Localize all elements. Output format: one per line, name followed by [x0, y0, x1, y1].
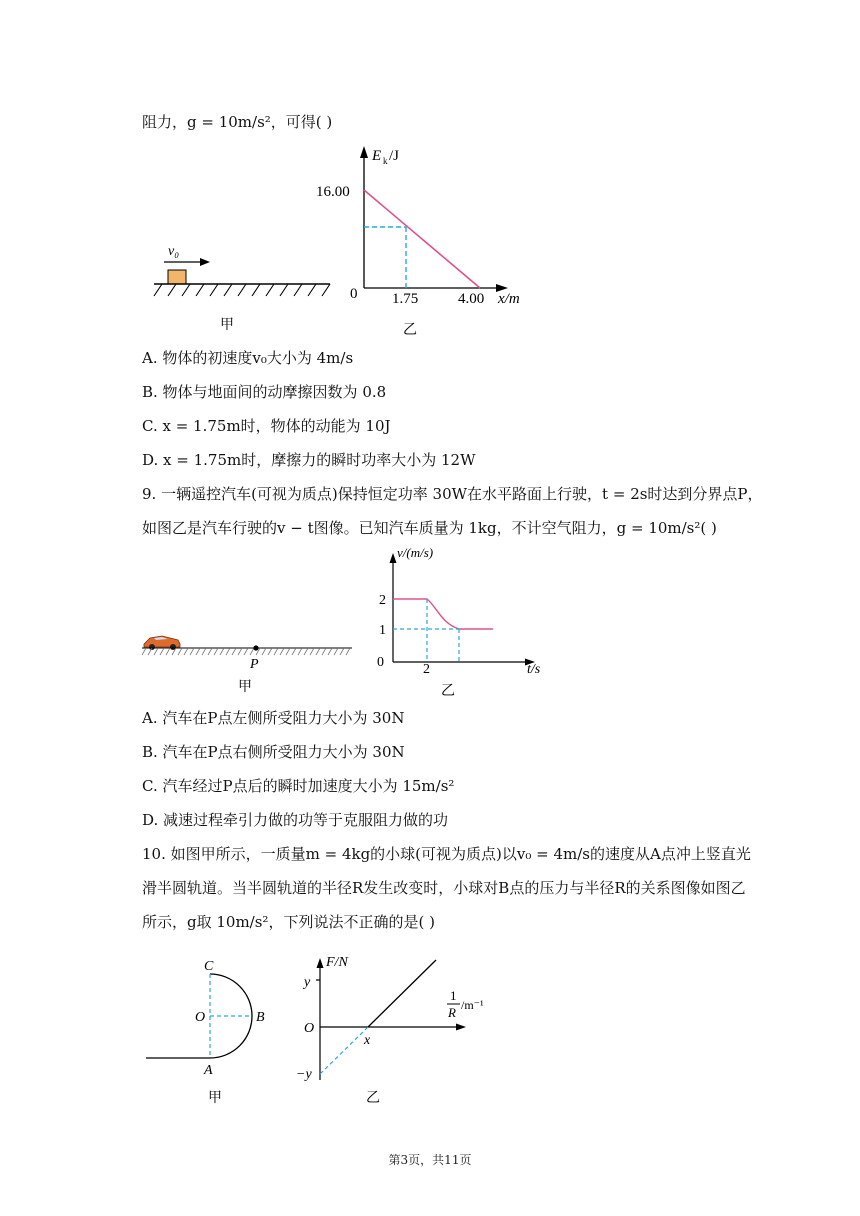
block: [168, 270, 186, 284]
label-a: A: [204, 1063, 213, 1078]
label-b: B: [256, 1010, 265, 1025]
f-axis-label: F/N: [326, 955, 348, 970]
v-tick-2: 2: [379, 593, 386, 608]
tick-x: x: [364, 1033, 371, 1048]
q9-stem-line2: 如图乙是汽车行驶的v − t图像。已知汽车质量为 1kg，不计空气阻力，g = 10m/s²( ): [142, 519, 717, 537]
v-t-curve: [393, 599, 493, 629]
q9-figure-yi: [365, 545, 555, 700]
x-axis-label: x/m: [498, 291, 520, 307]
x-tick-400: 4.00: [458, 291, 485, 307]
label-o: O: [195, 1010, 206, 1025]
q9-option-a: A. 汽车在P点左侧所受阻力大小为 30N: [142, 709, 405, 727]
q9-figure-jia: [140, 630, 360, 700]
intro-line: 阻力，g = 10m/s²，可得( ): [142, 113, 333, 131]
q9-jia-caption: 甲: [238, 680, 252, 695]
q8-jia-caption: 甲: [220, 318, 234, 333]
q8-yi-caption: 乙: [403, 323, 417, 338]
ek-label-main: E: [372, 148, 382, 164]
label-c: C: [204, 959, 214, 974]
point-p: [253, 645, 258, 650]
q10-stem-line3: 所示，g取 10m/s²，下列说法不正确的是( ): [142, 913, 435, 931]
origin-0: 0: [377, 655, 384, 670]
x-axis-num: 1: [450, 988, 457, 1003]
q8-option-b: B. 物体与地面间的动摩擦因数为 0.8: [142, 383, 387, 401]
t-tick-2: 2: [423, 662, 430, 677]
point-p-label: P: [250, 657, 259, 672]
y-tick-16: 16.00: [316, 184, 350, 200]
ek-line: [364, 190, 480, 288]
q8-option-d: D. x = 1.75m时，摩擦力的瞬时功率大小为 12W: [142, 451, 476, 469]
ek-label-unit: /J: [389, 148, 400, 164]
f-line: [368, 960, 436, 1027]
q8-option-a: A. 物体的初速度v₀大小为 4m/s: [142, 349, 354, 367]
ek-label-sub: k: [383, 156, 388, 166]
q10-figure-jia: [140, 950, 280, 1110]
q10-stem-line2: 滑半圆轨道。当半圆轨道的半径R发生改变时，小球对B点的压力与半径R的关系图像如图乙: [142, 879, 746, 897]
q8-option-c: C. x = 1.75m时，物体的动能为 10J: [142, 417, 391, 435]
q9-option-b: B. 汽车在P点右侧所受阻力大小为 30N: [142, 743, 405, 761]
t-axis-label: t/s: [527, 662, 541, 677]
q9-option-d: D. 减速过程牵引力做的功等于克服阻力做的功: [142, 811, 449, 829]
origin-0: 0: [350, 286, 358, 302]
x-tick-175: 1.75: [392, 291, 419, 307]
q9-option-c: C. 汽车经过P点后的瞬时加速度大小为 15m/s²: [142, 777, 455, 795]
tick-y: y: [304, 975, 311, 990]
tick-neg-y: −y: [296, 1067, 312, 1082]
q10-yi-caption: 乙: [366, 1091, 380, 1106]
v-tick-1: 1: [379, 623, 386, 638]
page-footer: 第3页，共11页: [388, 1153, 472, 1167]
x-axis-den: R: [448, 1005, 456, 1020]
origin-o: O: [304, 1021, 315, 1036]
q9-yi-caption: 乙: [441, 684, 455, 699]
x-axis-unit: /m⁻¹: [461, 998, 484, 1012]
q10-figure-yi: [290, 950, 510, 1110]
q8-figure-yi: [310, 140, 540, 340]
v0-label: v₀: [168, 244, 180, 259]
q9-stem-line1: 9. 一辆遥控汽车(可视为质点)保持恒定功率 30W在水平路面上行驶，t = 2s时达到分界点P，: [142, 485, 763, 503]
v-axis-label: v/(m/s): [397, 545, 434, 560]
q10-jia-caption: 甲: [208, 1091, 222, 1106]
q10-stem-line1: 10. 如图甲所示，一质量m = 4kg的小球(可视为质点)以v₀ = 4m/s的速度从A点冲上竖直光: [142, 845, 751, 863]
